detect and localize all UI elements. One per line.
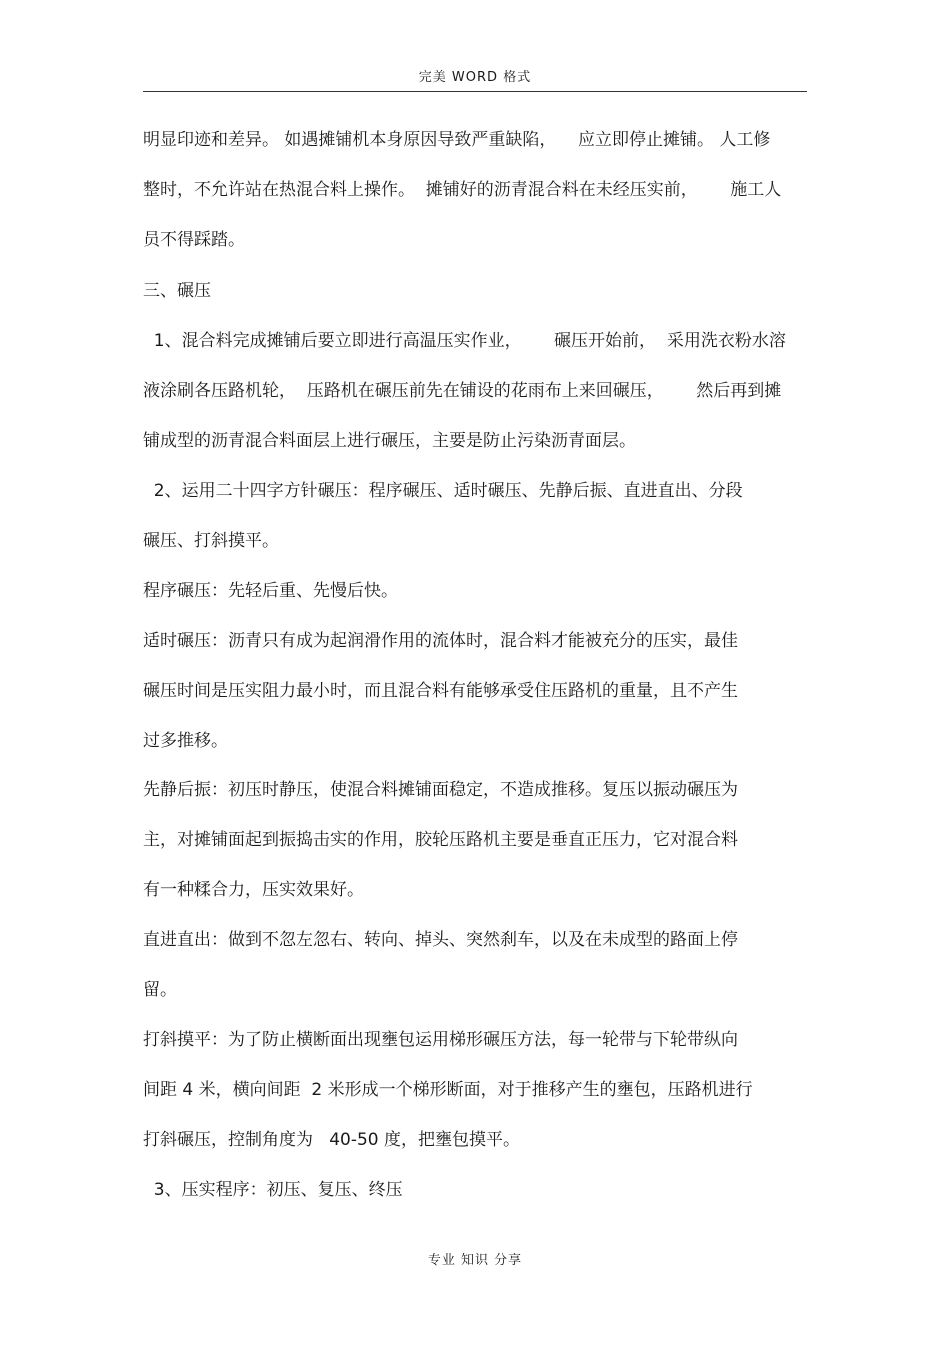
body-line-22: 3、压实程序：初压、复压、终压 [143, 1180, 403, 1200]
body-line-17: 直进直出：做到不忽左忽右、转向、掉头、突然刹车，以及在未成型的路面上停 [143, 930, 738, 950]
section-heading: 三、碾压 [143, 281, 211, 301]
body-line-19: 打斜摸平：为了防止横断面出现壅包运用梯形碾压方法，每一轮带与下轮带纵向 [143, 1030, 738, 1050]
body-line-12: 碾压时间是压实阻力最小时，而且混合料有能够承受住压路机的重量，且不产生 [143, 681, 738, 701]
body-line-7: 铺成型的沥青混合料面层上进行碾压，主要是防止污染沥青面层。 [143, 431, 636, 451]
body-line-1: 明显印迹和差异。 如遇摊铺机本身原因导致严重缺陷， 应立即停止摊铺。 人工修 [143, 130, 771, 150]
body-line-14: 先静后振：初压时静压，使混合料摊铺面稳定，不造成推移。复压以振动碾压为 [143, 780, 738, 800]
body-line-18: 留。 [143, 980, 177, 1000]
body-line-6: 液涂刷各压路机轮， 压路机在碾压前先在铺设的花雨布上来回碾压， 然后再到摊 [143, 381, 782, 401]
body-line-9: 碾压、打斜摸平。 [143, 531, 279, 551]
page-header: 完美 WORD 格式 [418, 70, 532, 85]
body-line-11: 适时碾压：沥青只有成为起润滑作用的流体时，混合料才能被充分的压实，最佳 [143, 631, 738, 651]
body-line-5: 1、混合料完成摊铺后要立即进行高温压实作业， 碾压开始前， 采用洗衣粉水溶 [143, 331, 786, 351]
body-line-15: 主，对摊铺面起到振捣击实的作用，胶轮压路机主要是垂直正压力，它对混合料 [143, 830, 738, 850]
page-footer: 专业 知识 分享 [427, 1253, 523, 1268]
body-line-3: 员不得踩踏。 [143, 230, 245, 250]
body-line-13: 过多推移。 [143, 731, 228, 751]
body-line-8: 2、运用二十四字方针碾压：程序碾压、适时碾压、先静后振、直进直出、分段 [143, 481, 743, 501]
header-divider [143, 91, 807, 92]
body-line-10: 程序碾压：先轻后重、先慢后快。 [143, 581, 398, 601]
body-line-20: 间距 4 米，横向间距 2 米形成一个梯形断面，对于推移产生的壅包，压路机进行 [143, 1080, 753, 1100]
body-line-2: 整时，不允许站在热混合料上操作。 摊铺好的沥青混合料在未经压实前， 施工人 [143, 180, 782, 200]
body-line-16: 有一种糅合力，压实效果好。 [143, 880, 364, 900]
body-line-21: 打斜碾压，控制角度为 40-50 度，把壅包摸平。 [143, 1130, 521, 1150]
